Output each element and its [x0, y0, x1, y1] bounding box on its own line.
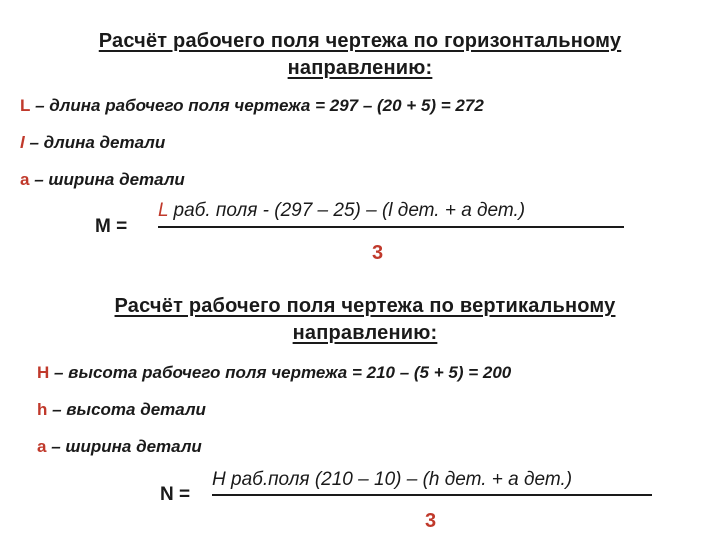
formula-N-fraction-bar	[212, 494, 652, 496]
definition-H-text: – высота рабочего поля чертежа = 210 – (5 + 5) = 200	[49, 363, 512, 382]
variable-L: L	[20, 96, 31, 115]
formula-M-numerator	[158, 200, 525, 222]
definition-h-text: – высота детали	[47, 400, 206, 419]
definition-L	[20, 96, 484, 116]
numerator-M-text: раб. поля - (297 – 25) – (l дет. + a дет.)	[168, 200, 526, 221]
definition-L-text: – длина рабочего поля чертежа = 297 – (20 + 5) = 272	[30, 96, 484, 115]
definition-a-horizontal	[20, 170, 185, 190]
definition-l-text: – длина детали	[24, 133, 166, 152]
definition-a-vertical	[37, 437, 202, 457]
definition-h	[37, 400, 206, 420]
formula-M-fraction-bar	[158, 226, 624, 228]
numerator-L-var: L	[158, 200, 169, 221]
formula-N-numerator: H раб.поля (210 – 10) – (h дет. + a дет.)	[212, 469, 573, 490]
definition-H	[37, 363, 511, 383]
definition-a-text: – ширина детали	[29, 170, 185, 189]
formula-N-label: N =	[160, 484, 191, 505]
heading-vertical-line1: Расчёт рабочего поля чертежа по вертикальному	[114, 295, 616, 317]
variable-a-vertical: a	[37, 437, 47, 456]
variable-h: h	[37, 400, 48, 419]
heading-vertical-line2: направлению:	[292, 322, 438, 344]
formula-N-denominator: 3	[425, 510, 437, 532]
variable-a: a	[20, 170, 30, 189]
definition-l	[20, 133, 165, 153]
formula-M-denominator: 3	[372, 242, 384, 264]
variable-H: H	[37, 363, 50, 382]
heading-horizontal-line2: направлению:	[287, 57, 433, 79]
heading-horizontal-line1: Расчёт рабочего поля чертежа по горизонтальному	[98, 30, 622, 52]
variable-l: l	[20, 133, 25, 152]
formula-M-label: M =	[95, 216, 128, 237]
definition-a-vertical-text: – ширина детали	[46, 437, 202, 456]
